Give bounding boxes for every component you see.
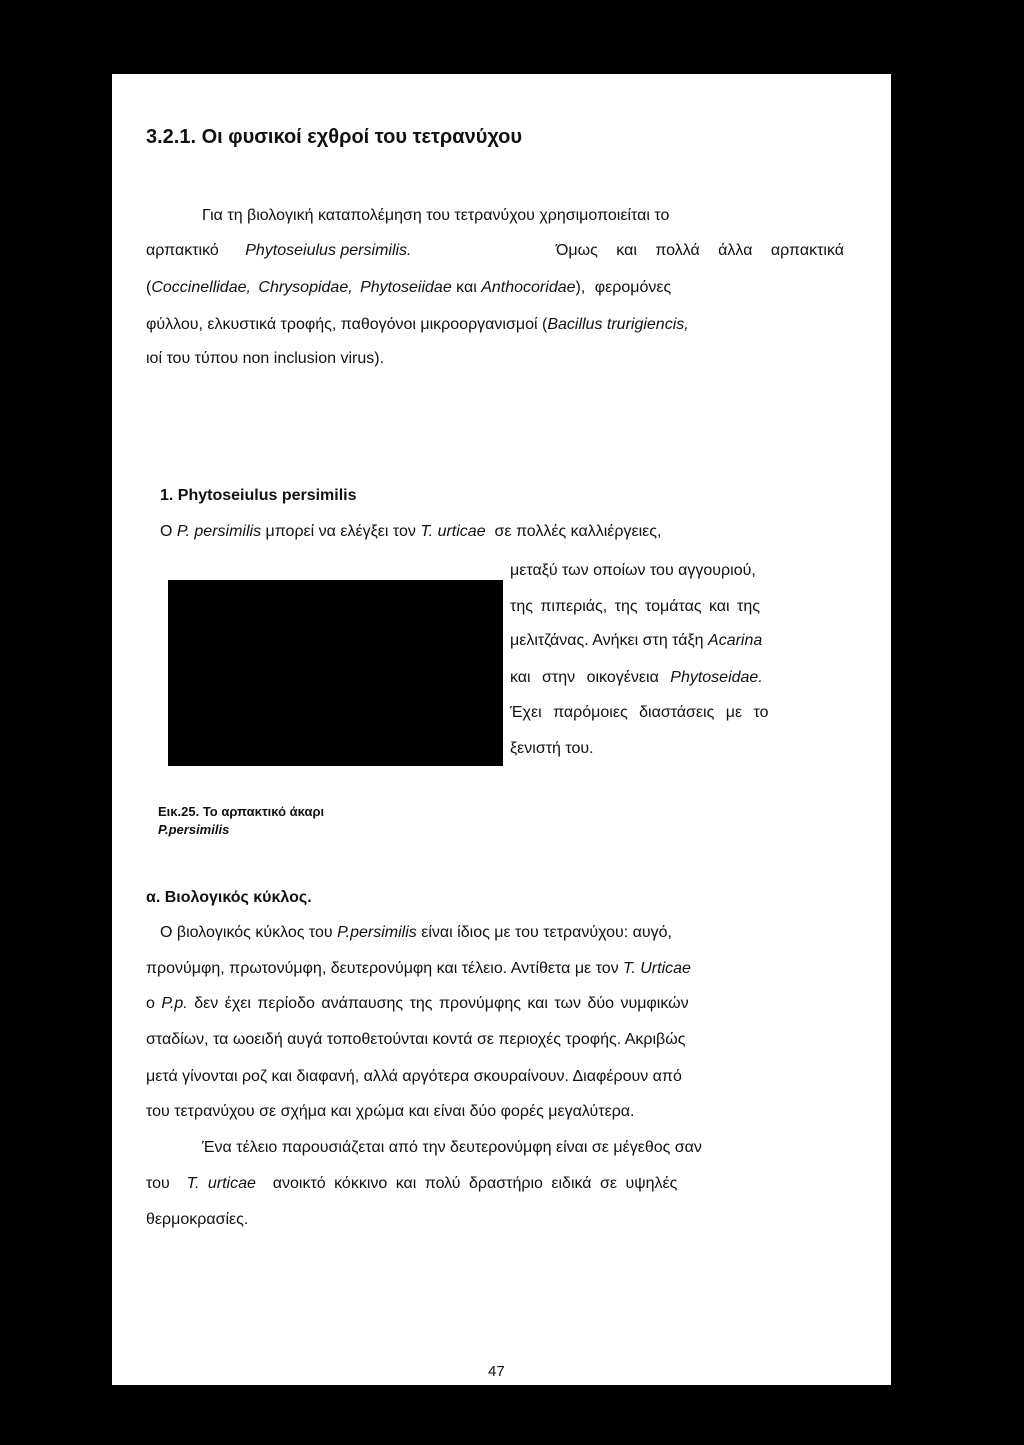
figure-image-placeholder (168, 580, 503, 766)
intro-line-1-text: Για τη βιολογική καταπολέμηση του τετρανύχου χρησιμοποιείται το (202, 207, 670, 224)
s1-line-1-e: σε πολλές καλλιέργειες, (485, 523, 662, 540)
document-page (112, 74, 891, 1385)
intro-line-2-a: αρπακτικό (146, 242, 224, 259)
side-line-3 (510, 631, 762, 651)
subsection-1-line-1 (160, 522, 661, 542)
p1-line-1-a: Ο βιολογικός κύκλος του (160, 924, 338, 941)
side-line-5: Έχει παρόμοιες διαστάσεις με το (510, 704, 769, 721)
intro-line-4-a: φύλλου, ελκυστικά τροφής, παθογόνοι μικροοργανισμοί ( (146, 316, 548, 333)
p1-line-6: του τετρανύχου σε σχήμα και χρώμα και είναι δύο φορές μεγαλύτερα. (146, 1103, 635, 1120)
intro-line-3-a: ( (146, 279, 152, 296)
intro-line-3-b: Coccinellidae, Chrysopidae, Phytoseiidae (151, 279, 452, 296)
p1-line-2-a: προνύμφη, πρωτονύμφη, δευτερονύμφη και τέλειο. Αντίθετα με τον (146, 960, 624, 977)
intro-line-2-b: Phytoseiulus persimilis. (245, 242, 412, 259)
figure-image (175, 587, 496, 759)
p1-line-3-b: P.p. (161, 995, 188, 1012)
p1-line-3-c: δεν έχει περίοδο ανάπαυσης της προνύμφης και των δύο νυμφικών (187, 995, 689, 1012)
side-line-4-b: Phytoseidae. (670, 669, 763, 686)
side-line-3-a: μελιτζάνας. Ανήκει στη τάξη (510, 632, 709, 649)
section-title: 3.2.1. Οι φυσικοί εχθροί του τετρανύχου (146, 126, 522, 148)
s1-line-1-c: μπορεί να ελέγξει τον (261, 523, 421, 540)
p1-line-5: μετά γίνονται ροζ και διαφανή, αλλά αργότερα σκουραίνουν. Διαφέρουν από (146, 1068, 682, 1085)
side-line-1: μεταξύ των οποίων του αγγουριού, (510, 562, 756, 579)
p2-line-2-c: ανοικτό κόκκινο και πολύ δραστήριο ειδικά σε υψηλές (255, 1175, 678, 1192)
p1-line-4: σταδίων, τα ωοειδή αυγά τοποθετούνται κοντά σε περιοχές τροφής. Ακριβώς (146, 1031, 686, 1048)
subsection-2-title: α. Βιολογικός κύκλος. (146, 889, 312, 906)
p1-line-2 (146, 959, 691, 979)
figure-caption (158, 803, 324, 839)
intro-line-4 (146, 315, 689, 335)
p1-line-3 (146, 994, 689, 1014)
s1-line-1-a: O (160, 523, 177, 540)
intro-line-3 (146, 278, 671, 298)
side-line-4-a: και στην οικογένεια (510, 669, 671, 686)
p1-line-1-c: είναι ίδιος με του τετρανύχου: αυγό, (416, 924, 672, 941)
side-line-6: ξενιστή του. (510, 740, 594, 757)
figure-caption-line-1: Εικ.25. Το αρπακτικό άκαρι (158, 804, 325, 819)
p1-line-2-b: T. Urticae (623, 960, 691, 977)
side-line-3-b: Acarina (708, 632, 763, 649)
p1-line-3-a: ο (146, 995, 162, 1012)
p2-line-2-a: του (146, 1175, 187, 1192)
p2-line-1: Ένα τέλειο παρουσιάζεται από την δευτερονύμφη είναι σε μέγεθος σαν (202, 1139, 702, 1156)
figure-caption-line-2: P.persimilis (158, 822, 230, 837)
intro-line-3-e: ), φερομόνες (575, 279, 672, 296)
intro-line-2-c: Όμως και πολλά άλλα αρπακτικά (537, 242, 844, 259)
intro-line-1 (202, 206, 844, 226)
intro-line-3-c: και (451, 279, 482, 296)
intro-line-5: ιοί του τύπου non inclusion virus). (146, 350, 385, 367)
s1-line-1-b: P. persimilis (176, 523, 262, 540)
p2-line-2 (146, 1174, 677, 1194)
p2-line-2-b: T. urticae (186, 1175, 256, 1192)
p1-line-1-b: P.persimilis (337, 924, 417, 941)
side-line-4 (510, 668, 763, 688)
intro-line-3-d: Anthocoridae (481, 279, 576, 296)
p2-line-3: θερμοκρασίες. (146, 1211, 249, 1228)
intro-line-2 (146, 241, 844, 261)
p1-line-1 (160, 923, 672, 943)
intro-line-4-b: Bacillus trurigiencis, (547, 316, 689, 333)
side-line-2: της πιπεριάς, της τομάτας και της (510, 598, 760, 615)
subsection-1-title: 1. Phytoseiulus persimilis (160, 487, 357, 504)
s1-line-1-d: T. urticae (420, 523, 486, 540)
page-number: 47 (488, 1363, 505, 1380)
